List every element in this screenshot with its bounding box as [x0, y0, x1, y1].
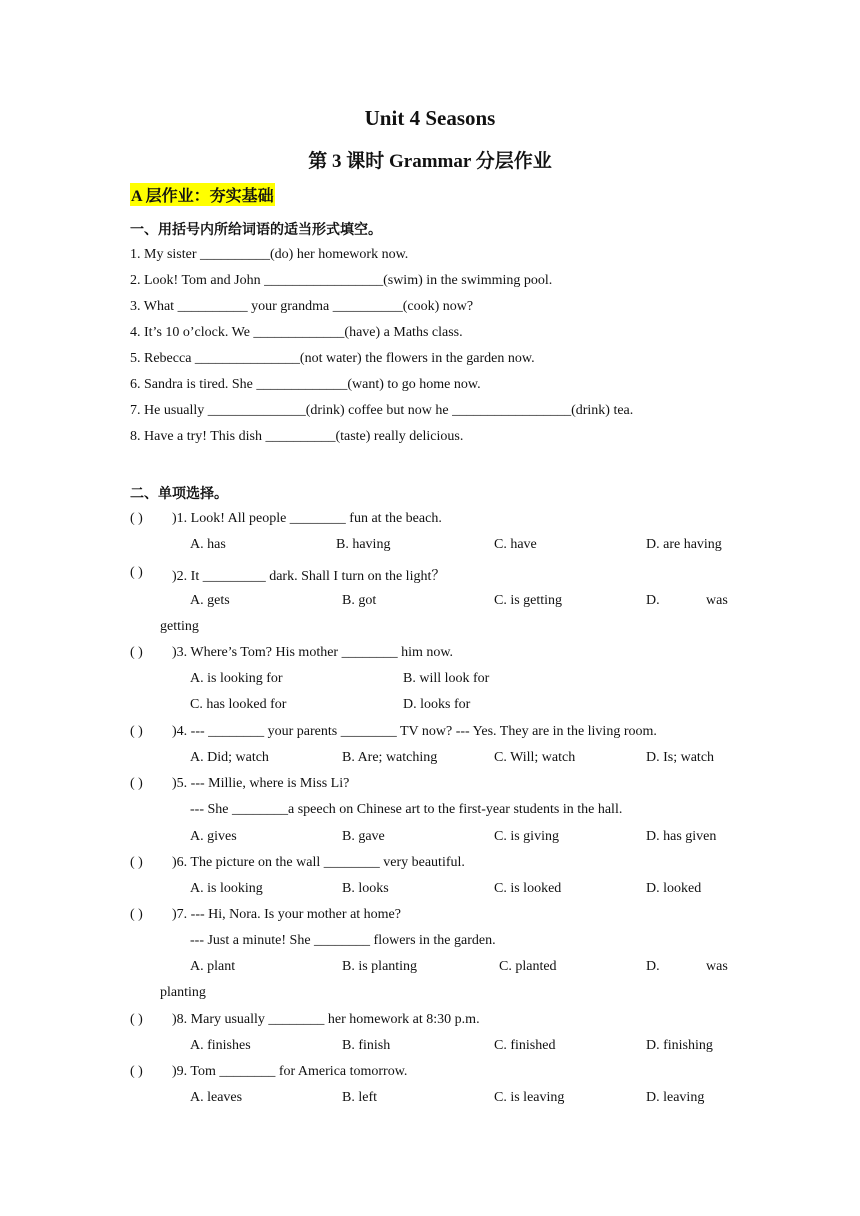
question-5-stem-line2: --- She ________a speech on Chinese art to the first-year students in the hall.: [190, 802, 623, 817]
q5-option-b: B. gave: [342, 829, 385, 844]
lesson-subtitle: 第 3 课时 Grammar 分层作业: [308, 151, 552, 172]
answer-paren: ( ): [130, 645, 143, 660]
q8-option-c: C. finished: [494, 1038, 556, 1053]
answer-paren: ( ): [130, 907, 143, 922]
q8-option-d: D. finishing: [646, 1038, 713, 1053]
q2-option-d-wrap: getting: [160, 619, 199, 634]
question-1-stem: )1. Look! All people ________ fun at the beach.: [172, 511, 442, 526]
q3-option-a: A. is looking for: [190, 671, 283, 686]
q1-option-c: C. have: [494, 537, 537, 552]
q1-option-d: D. are having: [646, 537, 722, 552]
fill-item-8: 8. Have a try! This dish __________(taste) really delicious.: [130, 429, 464, 444]
q1-option-b: B. having: [336, 537, 391, 552]
q7-option-d-wrap: planting: [160, 985, 206, 1000]
fill-item-4: 4. It’s 10 o’clock. We _____________(have) a Maths class.: [130, 325, 463, 340]
question-9-stem: )9. Tom ________ for America tomorrow.: [172, 1064, 408, 1079]
answer-paren: ( ): [130, 855, 143, 870]
q6-option-c: C. is looked: [494, 881, 562, 896]
question-2-stem: )2. It _________ dark. Shall I turn on the light？: [172, 569, 446, 584]
q9-option-c: C. is leaving: [494, 1090, 565, 1105]
q1-option-a: A. has: [190, 537, 226, 552]
question-8-stem: )8. Mary usually ________ her homework at 8:30 p.m.: [172, 1012, 480, 1027]
question-5-stem: )5. --- Millie, where is Miss Li?: [172, 776, 350, 791]
q2-option-b: B. got: [342, 593, 377, 608]
part2-heading: 二、单项选择。: [130, 487, 228, 502]
question-3-stem: )3. Where’s Tom? His mother ________ him now.: [172, 645, 454, 660]
q2-option-d-label: D.: [646, 593, 660, 608]
fill-item-3: 3. What __________ your grandma __________(cook) now?: [130, 299, 474, 314]
answer-paren: ( ): [130, 1012, 143, 1027]
q4-option-b: B. Are; watching: [342, 750, 438, 765]
question-4-stem: )4. --- ________ your parents ________ TV now? --- Yes. They are in the living room.: [172, 724, 657, 739]
q9-option-d: D. leaving: [646, 1090, 705, 1105]
q9-option-a: A. leaves: [190, 1090, 243, 1105]
q7-option-d-word: was: [706, 959, 728, 974]
answer-paren: ( ): [130, 724, 143, 739]
q8-option-b: B. finish: [342, 1038, 391, 1053]
q7-option-c: C. planted: [499, 959, 557, 974]
q8-option-a: A. finishes: [190, 1038, 251, 1053]
answer-paren: ( ): [130, 776, 143, 791]
fill-item-6: 6. Sandra is tired. She _____________(want) to go home now.: [130, 377, 481, 392]
q3-option-c: C. has looked for: [190, 697, 287, 712]
q7-option-b: B. is planting: [342, 959, 418, 974]
question-7-stem: )7. --- Hi, Nora. Is your mother at home?: [172, 907, 401, 922]
fill-item-2: 2. Look! Tom and John _________________(swim) in the swimming pool.: [130, 273, 553, 288]
q7-option-d-label: D.: [646, 959, 660, 974]
answer-paren: ( ): [130, 1064, 143, 1079]
fill-item-7: 7. He usually ______________(drink) coffee but now he _________________(drink) tea.: [130, 403, 634, 418]
q2-option-c: C. is getting: [494, 593, 563, 608]
q3-option-d: D. looks for: [403, 697, 471, 712]
q4-option-d: D. Is; watch: [646, 750, 715, 765]
q3-option-b: B. will look for: [403, 671, 490, 686]
q7-option-a: A. plant: [190, 959, 236, 974]
q9-option-b: B. left: [342, 1090, 377, 1105]
question-6-stem: )6. The picture on the wall ________ very beautiful.: [172, 855, 465, 870]
q5-option-c: C. is giving: [494, 829, 559, 844]
answer-paren: ( ): [130, 565, 143, 580]
q6-option-d: D. looked: [646, 881, 702, 896]
q4-option-c: C. Will; watch: [494, 750, 576, 765]
page-title: Unit 4 Seasons: [364, 106, 496, 130]
q2-option-a: A. gets: [190, 593, 230, 608]
q2-option-d-word: was: [706, 593, 728, 608]
q5-option-a: A. gives: [190, 829, 237, 844]
part1-heading: 一、用括号内所给词语的适当形式填空。: [130, 223, 382, 238]
question-7-stem-line2: --- Just a minute! She ________ flowers in the garden.: [190, 933, 496, 948]
level-a-highlight: A 层作业：夯实基础: [130, 183, 275, 206]
q6-option-a: A. is looking: [190, 881, 263, 896]
q6-option-b: B. looks: [342, 881, 389, 896]
fill-item-1: 1. My sister __________(do) her homework now.: [130, 247, 409, 262]
answer-paren: ( ): [130, 511, 143, 526]
q4-option-a: A. Did; watch: [190, 750, 269, 765]
fill-item-5: 5. Rebecca _______________(not water) the flowers in the garden now.: [130, 351, 535, 366]
q5-option-d: D. has given: [646, 829, 717, 844]
